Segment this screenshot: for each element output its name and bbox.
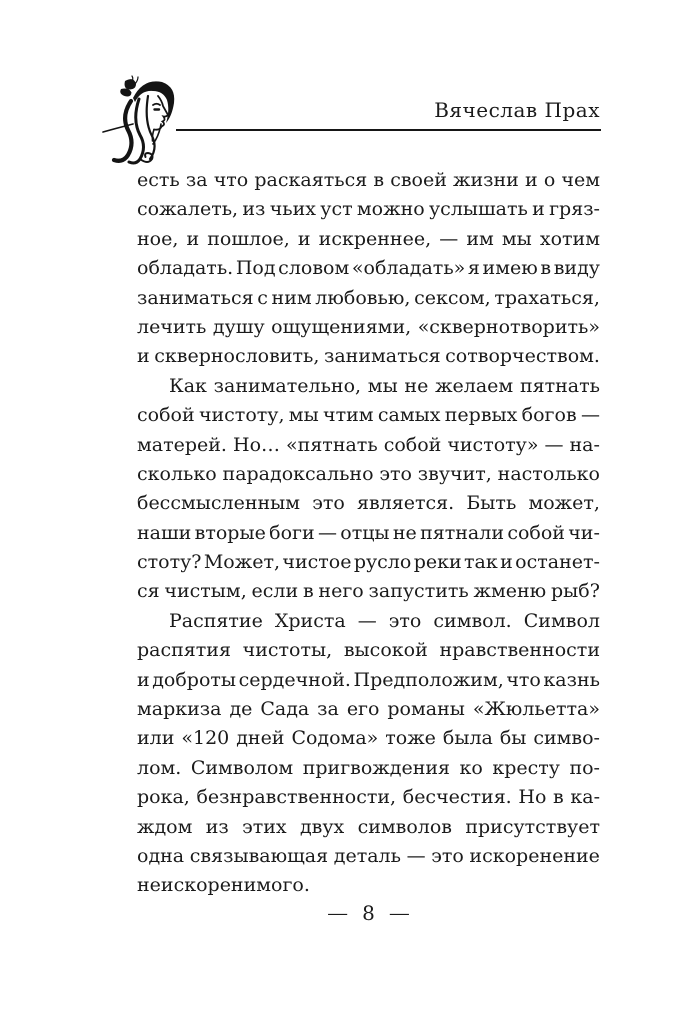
text-line: ное, и пошлое, и искреннее, — им мы хотим	[137, 227, 600, 250]
page-footer	[137, 901, 600, 925]
text-line: одна связывающая деталь — это искоренение	[137, 844, 600, 867]
text-line: матерей. Но… «пятнать собой чистоту» — на-	[137, 433, 600, 456]
woman-butterfly-logo-icon	[101, 74, 185, 166]
text-line: заниматься с ним любовью, сексом, трахаться,	[137, 286, 600, 309]
footer-left-dash: —	[327, 902, 349, 924]
text-line: и сквернословить, заниматься сотворчеством.	[137, 345, 600, 368]
text-line: лом. Символом пригвождения ко кресту по-	[137, 756, 600, 779]
author-name: Вячеслав Прах	[434, 98, 600, 122]
text-line: и доброты сердечной. Предположим, что казнь	[137, 668, 600, 691]
text-line: распятия чистоты, высокой нравственности	[137, 639, 600, 662]
page-number: 8	[362, 901, 375, 925]
body-text	[137, 166, 600, 901]
footer-right-dash: —	[388, 902, 410, 924]
text-line: сожалеть, из чьих уст можно услышать и гряз-	[137, 198, 600, 221]
text-line: Распятие Христа — это символ. Символ	[169, 609, 600, 632]
text-line: наши вторые боги — отцы не пятнали собой чи-	[137, 521, 600, 544]
text-line: или «120 дней Содома» тоже была бы симво-	[137, 727, 600, 750]
text-line: ся чистым, если в него запустить жменю рыб?	[137, 580, 600, 603]
text-line: лечить душу ощущениями, «сквернотворить»	[137, 315, 600, 338]
text-line: сколько парадоксально это звучит, настолько	[137, 462, 600, 485]
text-line: обладать. Под словом «обладать» я имею в виду	[137, 257, 600, 280]
text-line: есть за что раскаяться в своей жизни и о чем	[137, 169, 600, 191]
text-line: собой чистоту, мы чтим самых первых богов —	[137, 404, 600, 427]
text-line: маркиза де Сада за его романы «Жюльетта»	[137, 698, 600, 721]
text-line: ждом из этих двух символов присутствует	[137, 815, 600, 838]
text-line: Как занимательно, мы не желаем пятнать	[169, 374, 600, 397]
header-rule	[176, 129, 601, 131]
page-header	[0, 0, 691, 165]
text-line: бессмысленным это является. Быть может,	[137, 492, 600, 515]
text-line: стоту? Может, чистое русло реки так и останет-	[137, 551, 600, 574]
text-line: рока, безнравственности, бесчестия. Но в ка-	[137, 786, 600, 809]
text-line: неискоренимого.	[137, 874, 310, 897]
